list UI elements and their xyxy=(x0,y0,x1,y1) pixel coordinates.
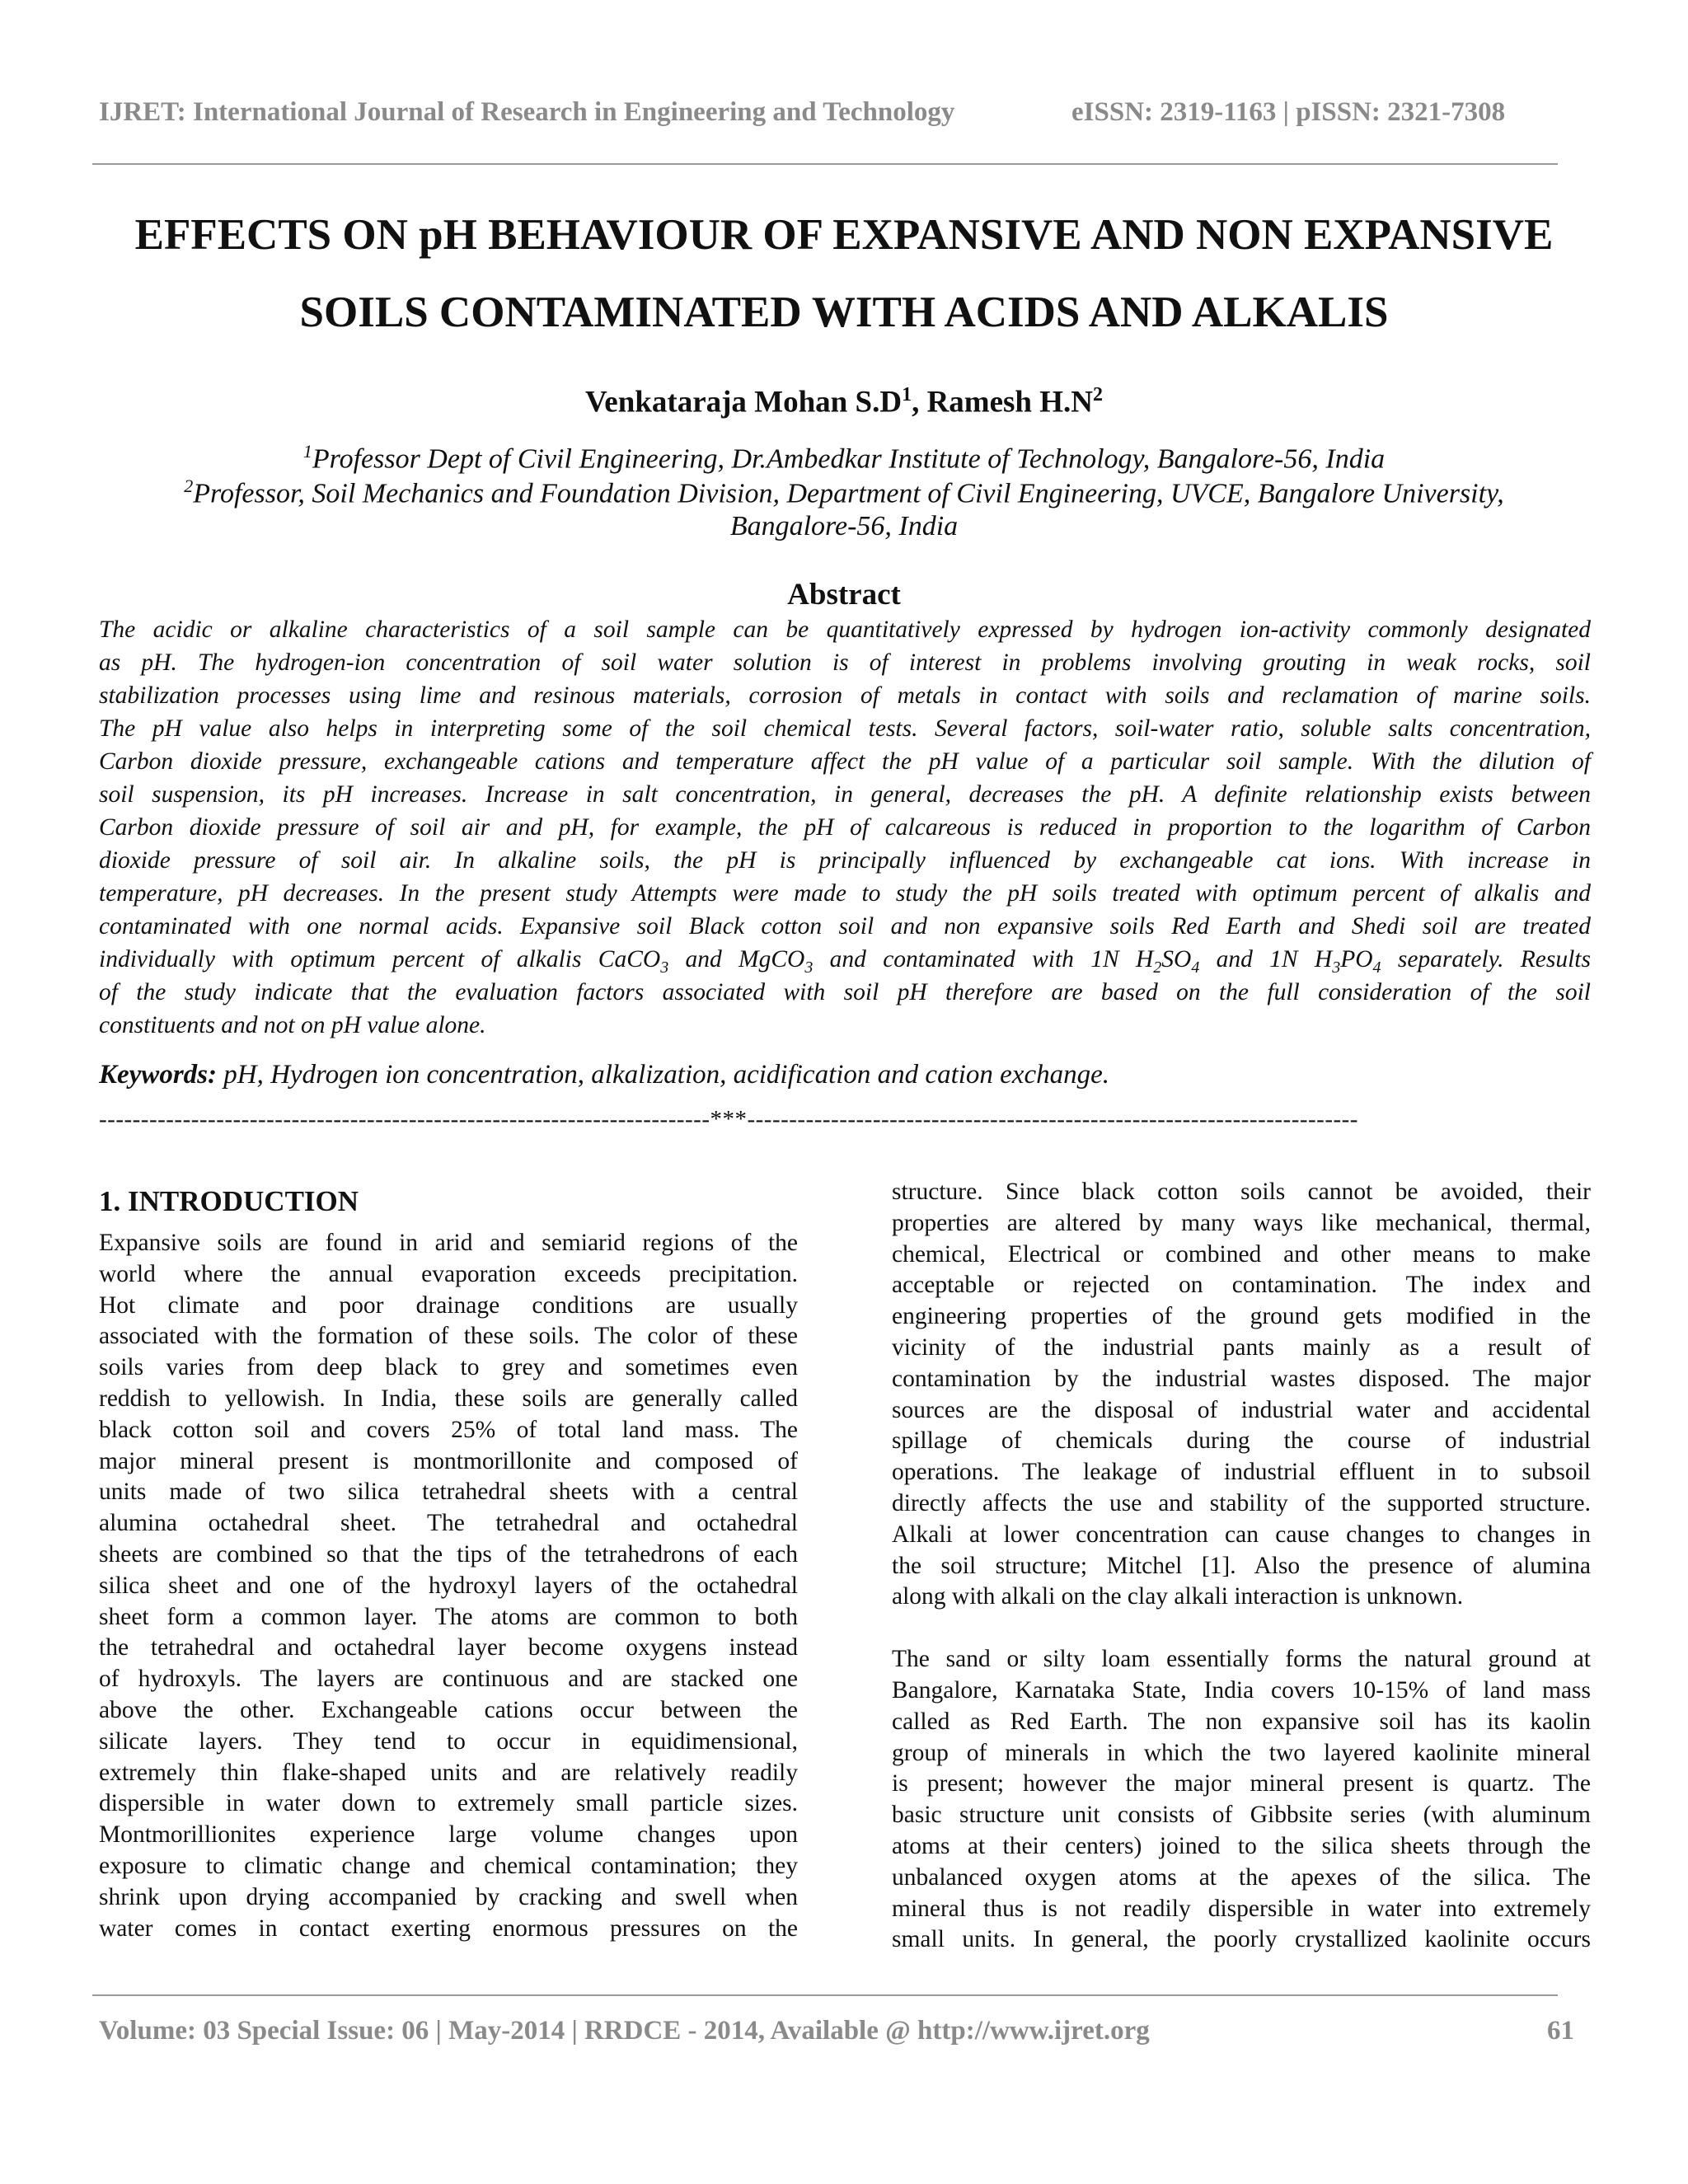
body-line: of hydroxyls. The layers are continuous and are stacked one xyxy=(99,1666,798,1693)
section-separator: -------------------------------------------------------------------------***------------------------------------------------------------------------- xyxy=(99,1106,1358,1132)
body-line: world where the annual evaporation exceeds precipitation. xyxy=(99,1260,798,1287)
body-line: vicinity of the industrial pants mainly as a result of xyxy=(892,1333,1591,1361)
author-name: Ramesh H.N xyxy=(926,385,1094,419)
body-line: water comes in contact exerting enormous pressures on the xyxy=(99,1915,798,1942)
header-rule xyxy=(92,163,1558,165)
paper-title xyxy=(49,196,1639,351)
right-column xyxy=(892,1177,1591,1956)
abstract-line: temperature, pH decreases. In the present study Attempts were made to study the pH soils treated with optimum percent of alkalis and xyxy=(99,880,1591,907)
body-line: group of minerals in which the two layered kaolinite mineral xyxy=(892,1739,1591,1766)
body-line: properties are altered by many ways like mechanical, thermal, xyxy=(892,1209,1591,1236)
paragraph-gap xyxy=(892,1613,1591,1644)
body-line: operations. The leakage of industrial effluent in to subsoil xyxy=(892,1459,1591,1486)
abstract-body xyxy=(99,613,1591,1042)
footer-citation: Volume: 03 Special Issue: 06 | May-2014 | RRDCE - 2014, Available @ http://www.ijret.org xyxy=(99,2016,1150,2046)
abstract-chem-line: individually with optimum percent of alkalis CaCO$_3$ and MgCO$_3$ and contaminated with 1N $H_2SO_4$ and 1N $H_3PO_4$ separately. Results xyxy=(99,946,1591,977)
body-line: black cotton soil and covers 25% of total land mass. The xyxy=(99,1416,798,1443)
body-line: engineering properties of the ground gets modified in the xyxy=(892,1303,1591,1330)
issn: eISSN: 2319-1163 | pISSN: 2321-7308 xyxy=(1071,97,1506,127)
abstract-line: The pH value also helps in interpreting some of the soil chemical tests. Several factors, soil-water ratio, soluble salts concentration, xyxy=(99,715,1591,742)
body-line: mineral thus is not readily dispersible in water into extremely xyxy=(892,1895,1591,1922)
body-line: spillage of chemicals during the course of industrial xyxy=(892,1427,1591,1455)
body-line: sources are the disposal of industrial water and accidental xyxy=(892,1396,1591,1423)
body-line: dispersible in water down to extremely small particle sizes. xyxy=(99,1790,798,1817)
affiliation-marker: 1 xyxy=(302,441,312,462)
body-line: major mineral present is montmorillonite and composed of xyxy=(99,1447,798,1474)
body-line: along with alkali on the clay alkali interaction is unknown. xyxy=(892,1583,1464,1610)
body-line: silicate layers. They tend to occur in equidimensional, xyxy=(99,1727,798,1755)
section-heading: 1. INTRODUCTION xyxy=(99,1185,359,1217)
body-line: structure. Since black cotton soils cannot be avoided, their xyxy=(892,1179,1591,1205)
body-line: directly affects the use and stability of the supported structure. xyxy=(892,1489,1591,1516)
footer-rule xyxy=(92,1994,1558,1996)
body-line: sheets are combined so that the tips of the tetrahedrons of each xyxy=(99,1540,798,1568)
body-line: Bangalore, Karnataka State, India covers 10-15% of land mass xyxy=(892,1676,1591,1704)
author-name: Venkataraja Mohan S.D xyxy=(584,385,903,419)
author-affiliation-marker: 2 xyxy=(1093,384,1104,405)
abstract-line: constituents and not on pH value alone. xyxy=(99,1012,486,1038)
body-line: acceptable or rejected on contamination. The index and xyxy=(892,1272,1591,1299)
body-line: silica sheet and one of the hydroxyl layers of the octahedral xyxy=(99,1572,798,1599)
page-number: 61 xyxy=(1547,2016,1574,2046)
abstract-line: soil suspension, its pH increases. Increase in salt concentration, in general, decreases the pH. A definite relationship exists between xyxy=(99,781,1591,808)
abstract-line: as pH. The hydrogen-ion concentration of soil water solution is of interest in problems involving grouting in weak rocks, soil xyxy=(99,649,1591,676)
abstract-line: The acidic or alkaline characteristics of a soil sample can be quantitatively expressed by hydrogen ion-activity commonly designated xyxy=(99,616,1591,643)
abstract-line: Carbon dioxide pressure of soil air and pH, for example, the pH of calcareous is reduced in proportion to the logarithm of Carbon xyxy=(99,814,1591,841)
body-line: Expansive soils are found in arid and semiarid regions of the xyxy=(99,1230,798,1256)
body-line: alumina octahedral sheet. The tetrahedral and octahedral xyxy=(99,1510,798,1537)
body-line: contamination by the industrial wastes disposed. The major xyxy=(892,1365,1591,1392)
keywords-text: pH, Hydrogen ion concentration, alkalization, acidification and cation exchange. xyxy=(217,1060,1109,1090)
abstract-heading: Abstract xyxy=(787,578,901,612)
body-line: called as Red Earth. The non expansive soil has its kaolin xyxy=(892,1708,1591,1735)
body-line: atoms at their centers) joined to the silica sheets through the xyxy=(892,1832,1591,1859)
body-line: unbalanced oxygen atoms at the apexes of the silica. The xyxy=(892,1863,1591,1891)
body-line: basic structure unit consists of Gibbsite series (with aluminum xyxy=(892,1802,1591,1829)
author-list xyxy=(49,384,1639,419)
body-line: above the other. Exchangeable cations occur between the xyxy=(99,1696,798,1723)
body-line: Montmorillionites experience large volume changes upon xyxy=(99,1821,798,1849)
body-line: extremely thin flake-shaped units and are relatively readily xyxy=(99,1759,798,1786)
abstract-line: of the study indicate that the evaluation factors associated with soil pH therefore are based on the full consideration of the soil xyxy=(99,979,1591,1005)
affiliation-marker: 2 xyxy=(184,476,194,496)
body-line: sheet form a common layer. The atoms are common to both xyxy=(99,1603,798,1630)
author-separator: , xyxy=(912,385,927,419)
abstract-line: dioxide pressure of soil air. In alkaline soils, the pH is principally influenced by exchangeable cat ions. With increase in xyxy=(99,847,1591,874)
title-line-1: EFFECTS ON pH BEHAVIOUR OF EXPANSIVE AND NON EXPANSIVE xyxy=(134,211,1554,259)
body-line: the soil structure; Mitchel [1]. Also the presence of alumina xyxy=(892,1552,1591,1579)
affiliation-text: Bangalore-56, India xyxy=(729,511,959,542)
abstract-line: Carbon dioxide pressure, exchangeable cations and temperature affect the pH value of a particular soil sample. With the dilution of xyxy=(99,748,1591,775)
affiliation-text: Professor Dept of Civil Engineering, Dr.Ambedkar Institute of Technology, Bangalore-56, India xyxy=(312,443,1386,475)
body-line: The sand or silty loam essentially forms the natural ground at xyxy=(892,1646,1591,1673)
body-line: Alkali at lower concentration can cause changes to changes in xyxy=(892,1521,1591,1548)
body-line: small units. In general, the poorly crystallized kaolinite occurs xyxy=(892,1926,1591,1953)
body-line: shrink upon drying accompanied by cracking and swell when xyxy=(99,1883,798,1910)
affiliation-text: Professor, Soil Mechanics and Foundation Division, Department of Civil Engineering, UVCE, Bangalore University, xyxy=(193,478,1504,509)
body-line: is present; however the major mineral present is quartz. The xyxy=(892,1770,1591,1797)
body-line: associated with the formation of these soils. The color of these xyxy=(99,1323,798,1350)
running-footer xyxy=(99,2016,1574,2046)
body-line: chemical, Electrical or combined and other means to make xyxy=(892,1240,1591,1268)
body-line: exposure to climatic change and chemical contamination; they xyxy=(99,1852,798,1879)
body-line: Hot climate and poor drainage conditions are usually xyxy=(99,1291,798,1319)
journal-name: IJRET: International Journal of Research in Engineering and Technology xyxy=(99,97,955,127)
abstract-line: stabilization processes using lime and resinous materials, corrosion of metals in contact with soils and reclamation of marine soils. xyxy=(99,682,1591,709)
left-column xyxy=(99,1177,798,1944)
title-line-2: SOILS CONTAMINATED WITH ACIDS AND ALKALIS xyxy=(299,288,1389,336)
author-affiliation-marker: 1 xyxy=(902,384,912,405)
keywords-label: Keywords: xyxy=(99,1060,217,1090)
keywords xyxy=(99,1060,1591,1090)
body-line: reddish to yellowish. In India, these soils are generally called xyxy=(99,1385,798,1412)
body-line: the tetrahedral and octahedral layer become oxygens instead xyxy=(99,1634,798,1661)
running-header xyxy=(99,97,1550,128)
body-line: soils varies from deep black to grey and sometimes even xyxy=(99,1354,798,1381)
body-line: units made of two silica tetrahedral sheets with a central xyxy=(99,1479,798,1506)
abstract-line: contaminated with one normal acids. Expansive soil Black cotton soil and non expansive soils Red Earth and Shedi soil are treated xyxy=(99,913,1591,940)
affiliation-2 xyxy=(82,470,1606,543)
